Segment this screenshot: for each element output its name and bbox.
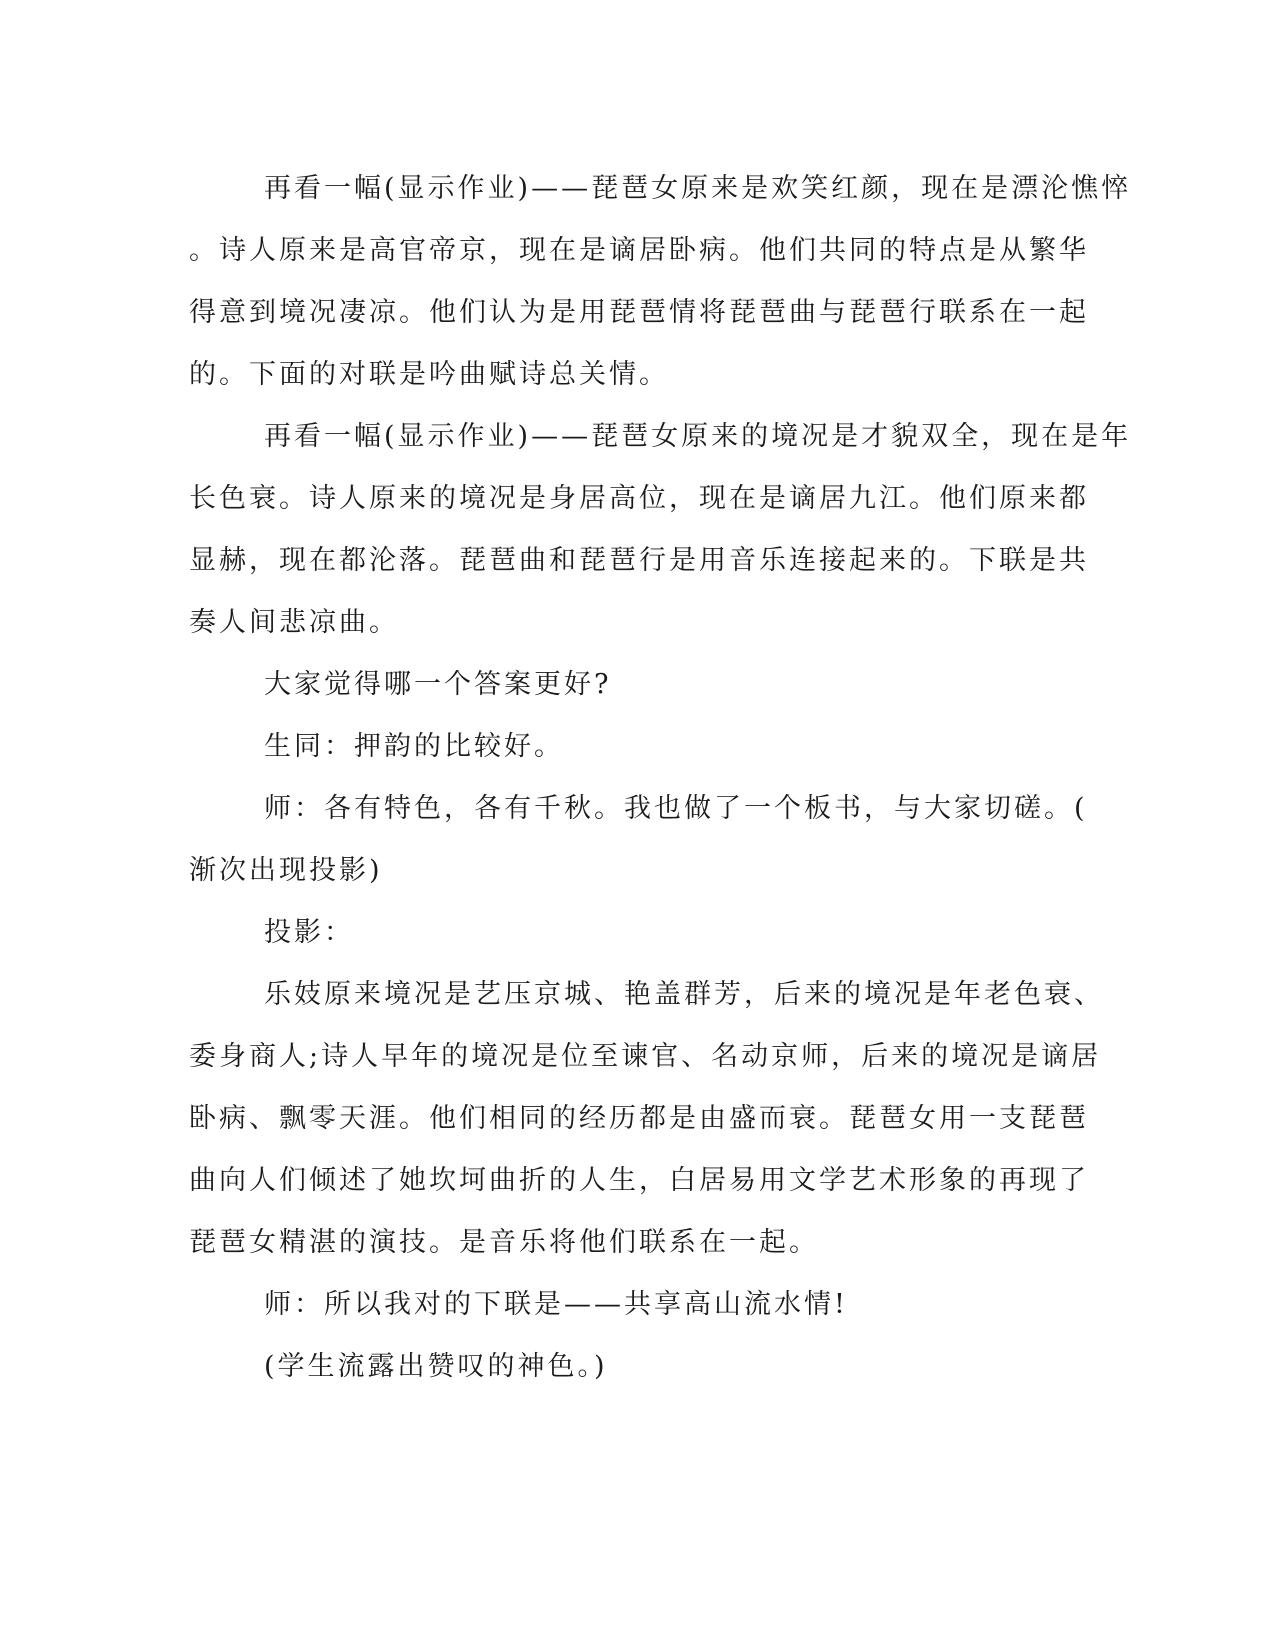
- text-line: 乐妓原来境况是艺压京城、艳盖群芳，后来的境况是年老色衰、: [264, 979, 1104, 1010]
- text-line: 显赫，现在都沦落。琵琶曲和琵琶行是用音乐连接起来的。下联是共: [189, 545, 1089, 576]
- text-line: 卧病、飘零天涯。他们相同的经历都是由盛而衰。琵琶女用一支琵琶: [189, 1103, 1089, 1134]
- text-line: 长色衰。诗人原来的境况是身居高位，现在是谪居九江。他们原来都: [189, 483, 1089, 514]
- text-line: 再看一幅(显示作业)——琵琶女原来的境况是才貌双全，现在是年: [264, 421, 1132, 452]
- paragraph: [189, 964, 1104, 1274]
- paragraph: [189, 654, 1089, 716]
- text-line: 投影：: [264, 917, 354, 948]
- text-line: 渐次出现投影): [189, 855, 383, 886]
- paragraph: [189, 158, 1132, 406]
- text-line: 大家觉得哪一个答案更好?: [264, 669, 612, 700]
- paragraph: [189, 716, 1089, 778]
- text-line: 委身商人;诗人早年的境况是位至谏官、名动京师，后来的境况是谪居: [189, 1041, 1102, 1072]
- text-line: (学生流露出赞叹的神色。): [264, 1351, 608, 1382]
- text-line: 再看一幅(显示作业)——琵琶女原来是欢笑红颜，现在是漂沦憔悴: [264, 173, 1132, 204]
- text-line: 琵琶女精湛的演技。是音乐将他们联系在一起。: [189, 1227, 819, 1258]
- document-body: [189, 158, 1132, 1398]
- paragraph: [189, 902, 1089, 964]
- paragraph: [189, 1336, 1089, 1398]
- text-line: 师：所以我对的下联是——共享高山流水情!: [264, 1289, 848, 1320]
- text-line: 得意到境况凄凉。他们认为是用琵琶情将琵琶曲与琵琶行联系在一起: [189, 297, 1089, 328]
- text-line: 生同：押韵的比较好。: [264, 731, 564, 762]
- paragraph: [189, 406, 1132, 654]
- paragraph: [189, 1274, 1089, 1336]
- text-line: 曲向人们倾述了她坎坷曲折的人生，白居易用文学艺术形象的再现了: [189, 1165, 1089, 1196]
- text-line: 的。下面的对联是吟曲赋诗总关情。: [189, 359, 669, 390]
- text-line: 。诗人原来是高官帝京，现在是谪居卧病。他们共同的特点是从繁华: [189, 235, 1089, 266]
- text-line: 奏人间悲凉曲。: [189, 607, 399, 638]
- text-line: 师：各有特色，各有千秋。我也做了一个板书，与大家切磋。(: [264, 793, 1088, 824]
- paragraph: [189, 778, 1089, 902]
